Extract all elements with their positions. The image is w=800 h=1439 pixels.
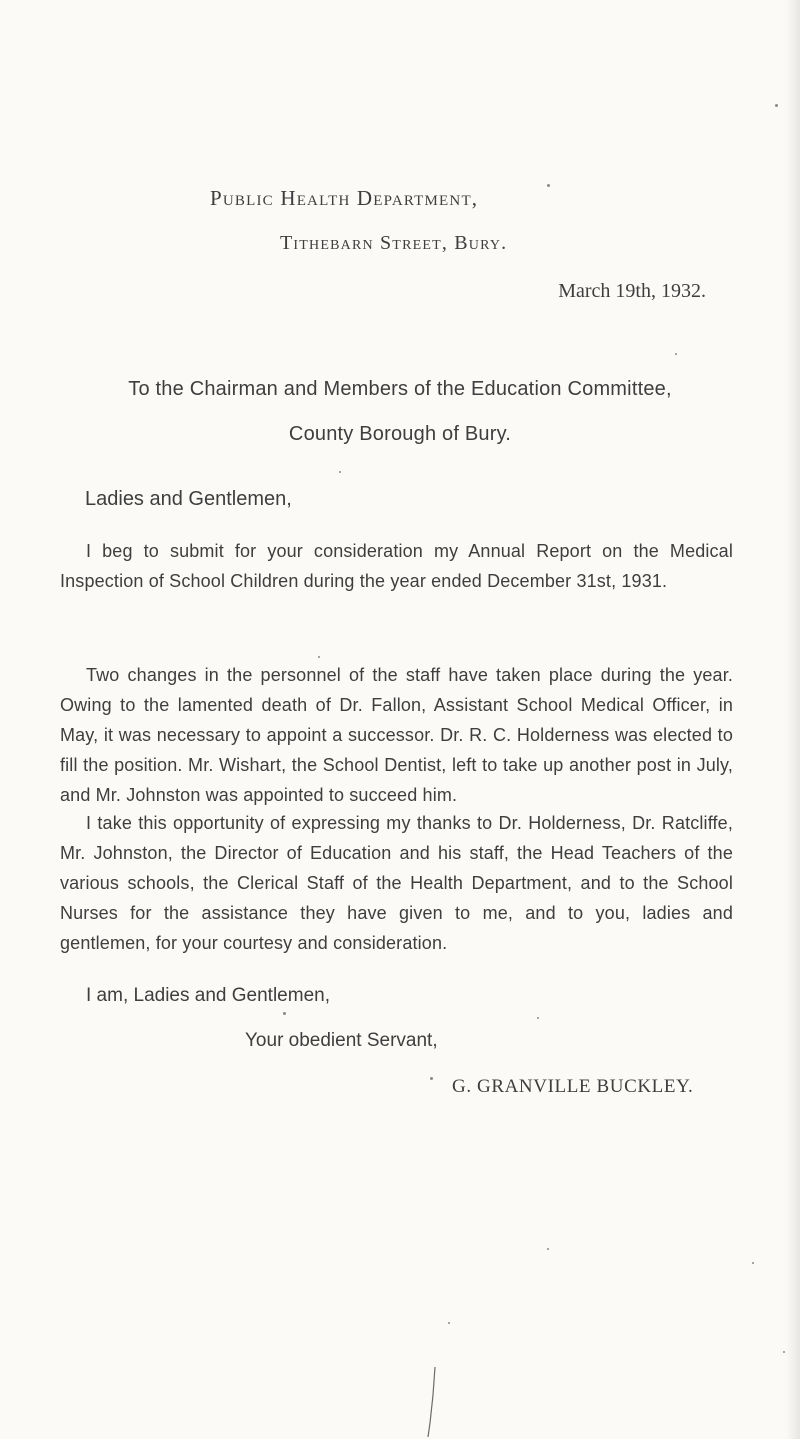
salutation: Ladies and Gentlemen, [85, 488, 292, 510]
paragraph-acknowledgements: I take this opportunity of expressing my thanks to Dr. Holderness, Dr. Ratcliffe, Mr. Johnston, the Director of Education and his staff, the Head Teachers of the various schools, the Clerical Staff of the Health Department, and to the School Nurses for the assistance they have given to me, and to you, ladies and gentlemen, for your courtesy and consideration. [60, 813, 733, 953]
addressee-line-2: County Borough of Bury. [288, 423, 512, 445]
scan-speck [318, 656, 320, 658]
page-edge-shadow [786, 0, 800, 1439]
scan-mark-stroke [424, 1365, 438, 1439]
scan-speck [775, 104, 778, 107]
letter-date: March 19th, 1932. [558, 280, 706, 302]
scan-speck [448, 1322, 450, 1324]
scan-speck [537, 1017, 539, 1019]
scan-speck [430, 1077, 433, 1080]
addressee-line-1: To the Chairman and Members of the Education Committee, [128, 378, 672, 400]
valediction: Your obedient Servant, [245, 1030, 438, 1051]
paragraph-report-submission: I beg to submit for your consideration my Annual Report on the Medical Inspection of School Children during the year ended December 31st, 1931. [60, 541, 733, 591]
scan-speck [675, 353, 677, 355]
letterhead-address: Tithebarn Street, Bury. [280, 232, 508, 254]
paragraph-staff-changes: Two changes in the personnel of the staff have taken place during the year. Owing to the lamented death of Dr. Fallon, Assistant School Medical Officer, in May, it was necessary to appoint a successor. Dr. R. C. Holderness was elected to fill the position. Mr. Wishart, the School Dentist, left to take up another post in July, and Mr. Johnston was appointed to succeed him. [60, 665, 733, 805]
letterhead-department: Public Health Department, [210, 186, 479, 210]
scan-speck [547, 1248, 549, 1250]
scan-speck [547, 184, 550, 187]
closing-line: I am, Ladies and Gentlemen, [86, 985, 330, 1006]
scan-speck [339, 471, 341, 473]
signature-name: G. GRANVILLE BUCKLEY. [452, 1076, 694, 1097]
scan-speck [283, 1012, 286, 1015]
scan-speck [752, 1262, 754, 1264]
scan-speck [783, 1351, 785, 1353]
